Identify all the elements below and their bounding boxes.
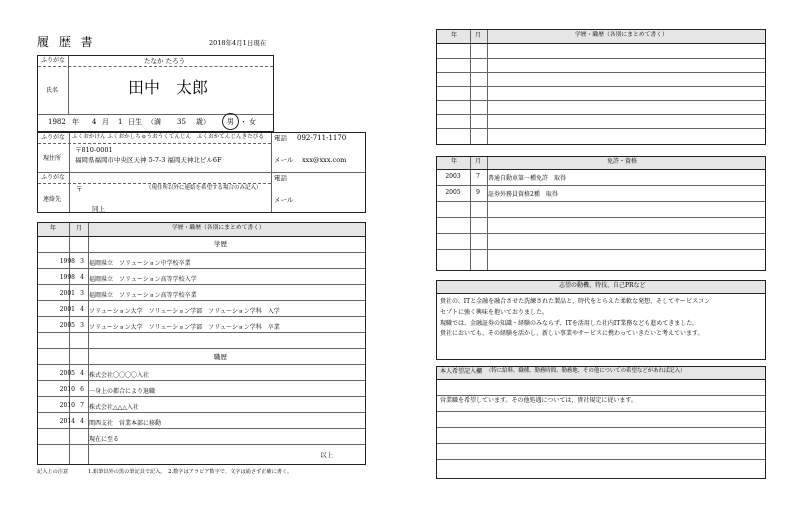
request-subtitle: （特に給料、職種、勤務時間、勤務地、その他についての希望などがあれば記入） [486, 368, 686, 374]
resume-title: 履 歴 書 [37, 35, 96, 49]
motivation-line-3: 現職では、金融証券の知識・経験のみならず、ITを活用した社内IT業務なども進めてきました。 [440, 320, 699, 327]
table-row [436, 169, 756, 183]
row-month: 4 [80, 306, 84, 313]
contact-note: （現住所以外に連絡を希望する場合のみ記入） [146, 185, 262, 191]
age-value: 35 [177, 118, 186, 126]
birth-year-unit: 年 [72, 118, 79, 126]
row-year: 1998 [59, 258, 75, 265]
birth-month: 4 [92, 118, 97, 126]
row-text: 福岡県立 ソリューション高等学校卒業 [89, 292, 197, 299]
as-of-date: 2018年4月1日現在 [209, 39, 267, 47]
row-text: 現在に至る [89, 436, 120, 443]
table-row [37, 317, 357, 333]
request-box [436, 366, 766, 479]
history-end: 以上 [320, 451, 333, 459]
address-label: 現住所 [43, 155, 62, 162]
request-text: 営業職を希望しています。その他処遇については、貴社規定に従います。 [440, 397, 637, 404]
row-year: 2014 [59, 418, 75, 425]
address-box [37, 132, 366, 213]
row-text: 証券外務員資格2種 取得 [488, 191, 558, 198]
row-text: 一身上の都合により退職 [89, 388, 156, 395]
row-month: 3 [80, 322, 84, 329]
row-year: 2003 [445, 173, 461, 180]
career-heading: 職歴 [214, 353, 227, 361]
gender-male[interactable]: 男 [227, 118, 234, 126]
row-month: 4 [80, 274, 84, 281]
row-month: 4 [80, 370, 84, 377]
row-year: 2001 [59, 306, 75, 313]
table-row [37, 253, 357, 269]
licenses-col-title: 免許・資格 [607, 158, 638, 165]
table-row [37, 381, 357, 397]
row-text: 福岡県立 ソリューション高等学校入学 [89, 276, 197, 283]
row-text: 普通自動車第一種免許 取得 [488, 175, 567, 182]
contact-postal-mark: 〒 [76, 185, 83, 193]
address-value: 福岡県福岡市中央区天神 5-7-3 福岡天神北ビル6F [75, 156, 222, 164]
row-month: 3 [80, 258, 84, 265]
row-month: 3 [80, 290, 84, 297]
table-row [37, 413, 357, 429]
row-month: 9 [476, 189, 480, 196]
history-col-month: 月 [76, 225, 83, 232]
address-furigana-label: ふりがな [41, 134, 66, 141]
full-name: 田中 太郎 [128, 78, 209, 97]
birth-year: 1982 [48, 118, 66, 126]
row-year: 2010 [59, 386, 75, 393]
motivation-title: 志望の動機、特技、自己PRなど [559, 282, 646, 289]
row-text: 株式会社△△△入社 [89, 404, 139, 411]
contact-phone-label: 電話 [274, 174, 287, 182]
name-label: 氏名 [46, 87, 59, 94]
phone-value: 092-711-1170 [297, 134, 347, 142]
birth-day: 1 [118, 118, 123, 126]
row-text: ソリューション大学 ソリューション学部 ソリューション学科 卒業 [89, 324, 280, 331]
motivation-line-1: 貴社の、ITと金融を融合させた洗練された製品と、時代をとらえた柔軟な発想、そしてサービスコン [440, 298, 711, 305]
contact-label: 連絡先 [43, 196, 62, 203]
history-col-title: 学歴・職歴（各別にまとめて書く） [172, 225, 265, 231]
name-furigana: たなか たろう [144, 57, 186, 65]
gender-female[interactable]: 女 [249, 118, 256, 126]
table-row [37, 285, 357, 301]
row-month: 7 [476, 173, 480, 180]
licenses-col-year: 年 [451, 158, 458, 165]
mail-label: メール [274, 156, 294, 164]
address-postal: 〒810-0001 [75, 146, 113, 154]
right-history-col-month: 月 [475, 32, 482, 39]
table-row [37, 429, 357, 445]
row-year: 1998 [59, 274, 75, 281]
history-col-year: 年 [50, 225, 57, 232]
row-text: 関西支社 営業本部に移動 [89, 420, 162, 427]
request-title: 本人希望記入欄 [440, 368, 483, 375]
table-row [37, 301, 357, 317]
licenses-col-month: 月 [475, 158, 482, 165]
address-furigana: ふくおかけん ふくおかしちゅうおうくてんじん ふくおかてんじんきたびる [72, 134, 264, 140]
furigana-label: ふりがな [41, 57, 66, 64]
row-year: 2005 [445, 189, 461, 196]
mail-value: xxx@xxx.com [302, 156, 347, 164]
row-month: 4 [80, 418, 84, 425]
table-row [37, 397, 357, 413]
row-year: 2001 [59, 290, 75, 297]
row-year: 2005 [59, 322, 75, 329]
table-row [436, 185, 756, 199]
contact-furigana-label: ふりがな [41, 174, 66, 181]
row-year: 2005 [59, 370, 75, 377]
row-text: 株式会社〇〇〇〇入社 [89, 372, 150, 379]
education-heading: 学歴 [214, 240, 227, 248]
phone-label: 電話 [274, 134, 287, 142]
age-close: 歳） [196, 118, 210, 126]
right-history-col-title: 学歴・職歴（各別にまとめて書く） [575, 32, 668, 38]
footnote-text: 1.鉛筆以外の黒の筆記具で記入。 2.数字はアラビア数字で、文字は崩さず正確に書く。 [88, 469, 293, 475]
row-text: ソリューション大学 ソリューション学部 ソリューション学科 入学 [89, 308, 280, 315]
gender-separator: ・ [240, 118, 247, 126]
right-history-col-year: 年 [451, 32, 458, 39]
row-month: 6 [80, 386, 84, 393]
table-row [37, 365, 357, 381]
birth-month-unit: 月 [102, 118, 109, 126]
row-text: 福岡県立 ソリューション中学校卒業 [89, 260, 191, 267]
row-year: 2010 [59, 402, 75, 409]
motivation-line-2: セプトに強く興味を抱いておりました。 [440, 309, 549, 316]
age-open: （満 [147, 118, 161, 126]
footnote-label: 記入上の注意 [37, 469, 69, 475]
motivation-line-4: 貴社においても、その経験を活かし、新しい事業やサービスに携わっていきたいと考えています。 [440, 330, 704, 337]
row-month: 7 [80, 402, 84, 409]
contact-mail-label: メール [274, 196, 294, 204]
table-row [37, 269, 357, 285]
birth-day-unit: 日生 [128, 118, 142, 126]
history-continuation-table [436, 29, 766, 145]
contact-value: 同上 [92, 205, 105, 213]
